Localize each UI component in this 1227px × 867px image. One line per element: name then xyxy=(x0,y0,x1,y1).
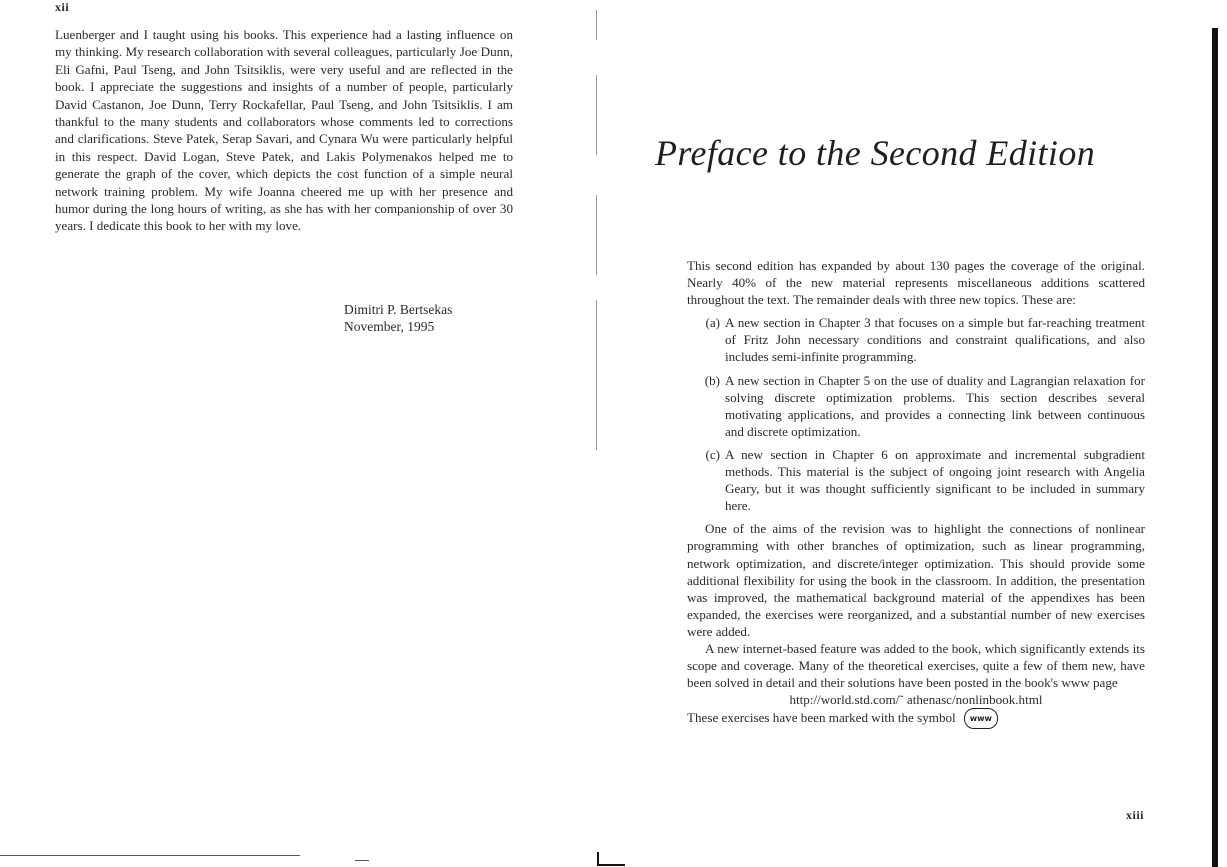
list-item xyxy=(687,372,1145,440)
new-topics-list xyxy=(687,314,1145,514)
right-page-number: xiii xyxy=(1126,808,1145,822)
list-item-text: A new section in Chapter 3 that focuses on a simple but far-reaching treatment of Fritz John necessary conditions and constraint qualifications, and also includes semi-infinite programming. xyxy=(725,315,1145,365)
list-item-text: A new section in Chapter 6 on approximate and incremental subgradient methods. This material is the subject of ongoing joint research with Angelia Geary, but it was thought sufficiently significant to be included in summary here. xyxy=(725,446,1145,514)
book-url[interactable]: http://world.std.com/˜ athenasc/nonlinbook.html xyxy=(789,692,1043,708)
signature-block xyxy=(344,301,452,335)
binding-edge xyxy=(1212,28,1218,867)
list-item xyxy=(687,314,1145,365)
bottom-rule xyxy=(355,860,369,861)
crop-mark xyxy=(597,852,625,866)
signature-name: Dimitri P. Bertsekas xyxy=(344,302,453,317)
symbol-text: These exercises have been marked with the symbol xyxy=(687,710,956,726)
left-page-number: xii xyxy=(55,0,70,14)
signature-date: November, 1995 xyxy=(344,319,435,334)
gutter-line xyxy=(596,10,597,40)
intro-paragraph: This second edition has expanded by about 130 pages the coverage of the original. Nearly 40% of the new material represents miscellaneous additions scattered throughout the text. The remainder deals with three new topics. These are: xyxy=(687,258,1145,308)
gutter-line xyxy=(596,195,597,275)
revision-paragraph: One of the aims of the revision was to highlight the connections of nonlinear programming with other branches of optimization, such as linear programming, network optimization, and discrete/integer optimization. This should provide some additional flexibility for using the book in the classroom. In addition, the presentation was improved, the mathematical background material of the appendixes has been expanded, the exercises were reorganized, and a substantial number of new exercises were added. xyxy=(687,521,1145,639)
symbol-paragraph xyxy=(687,708,1145,729)
acknowledgements-paragraph: Luenberger and I taught using his books. This experience had a lasting influence on my thinking. My research collaboration with several colleagues, particularly Joe Dunn, Eli Gafni, Paul Tseng, and John Tsitsiklis, were very useful and are reflected in the book. I appreciate the suggestions and insights of a number of people, particularly David Castanon, Joe Dunn, Terry Rockafellar, Paul Tseng, and John Tsitsiklis. I am thankful to the many students and collaborators whose comments led to corrections and clarifications. Steve Patek, Serap Savari, and Cynara Wu were particularly helpful in this respect. David Logan, Steve Patek, and Lakis Polymenakos helped me to generate the graph of the cover, which depicts the cost function of a simple neural network training problem. My wife Joanna cheered me up with her presence and humor during the long hours of writing, as she has with her companionship of over 30 years. I dedicate this book to her with my love. xyxy=(55,27,513,234)
list-item xyxy=(687,446,1145,514)
list-item-label: (b) xyxy=(704,372,720,388)
gutter-line xyxy=(596,300,597,450)
list-item-label: (a) xyxy=(705,315,720,331)
www-symbol-icon: www xyxy=(964,708,998,729)
preface-body xyxy=(687,257,1145,729)
list-item-text: A new section in Chapter 5 on the use of duality and Lagrangian relaxation for solving discrete optimization problems. This section describes several motivating applications, and provides a connecting link between continuous and discrete optimization. xyxy=(725,372,1145,439)
chapter-title: Preface to the Second Edition xyxy=(655,133,1096,173)
bottom-rule xyxy=(0,855,300,856)
gutter-line xyxy=(596,75,597,155)
internet-feature-paragraph: A new internet-based feature was added to the book, which significantly extends its scope and coverage. Many of the theoretical exercises, quite a few of them new, have been solved in detail and their solutions have been posted in the book's www page xyxy=(687,640,1145,691)
list-item-label: (c) xyxy=(705,446,720,462)
